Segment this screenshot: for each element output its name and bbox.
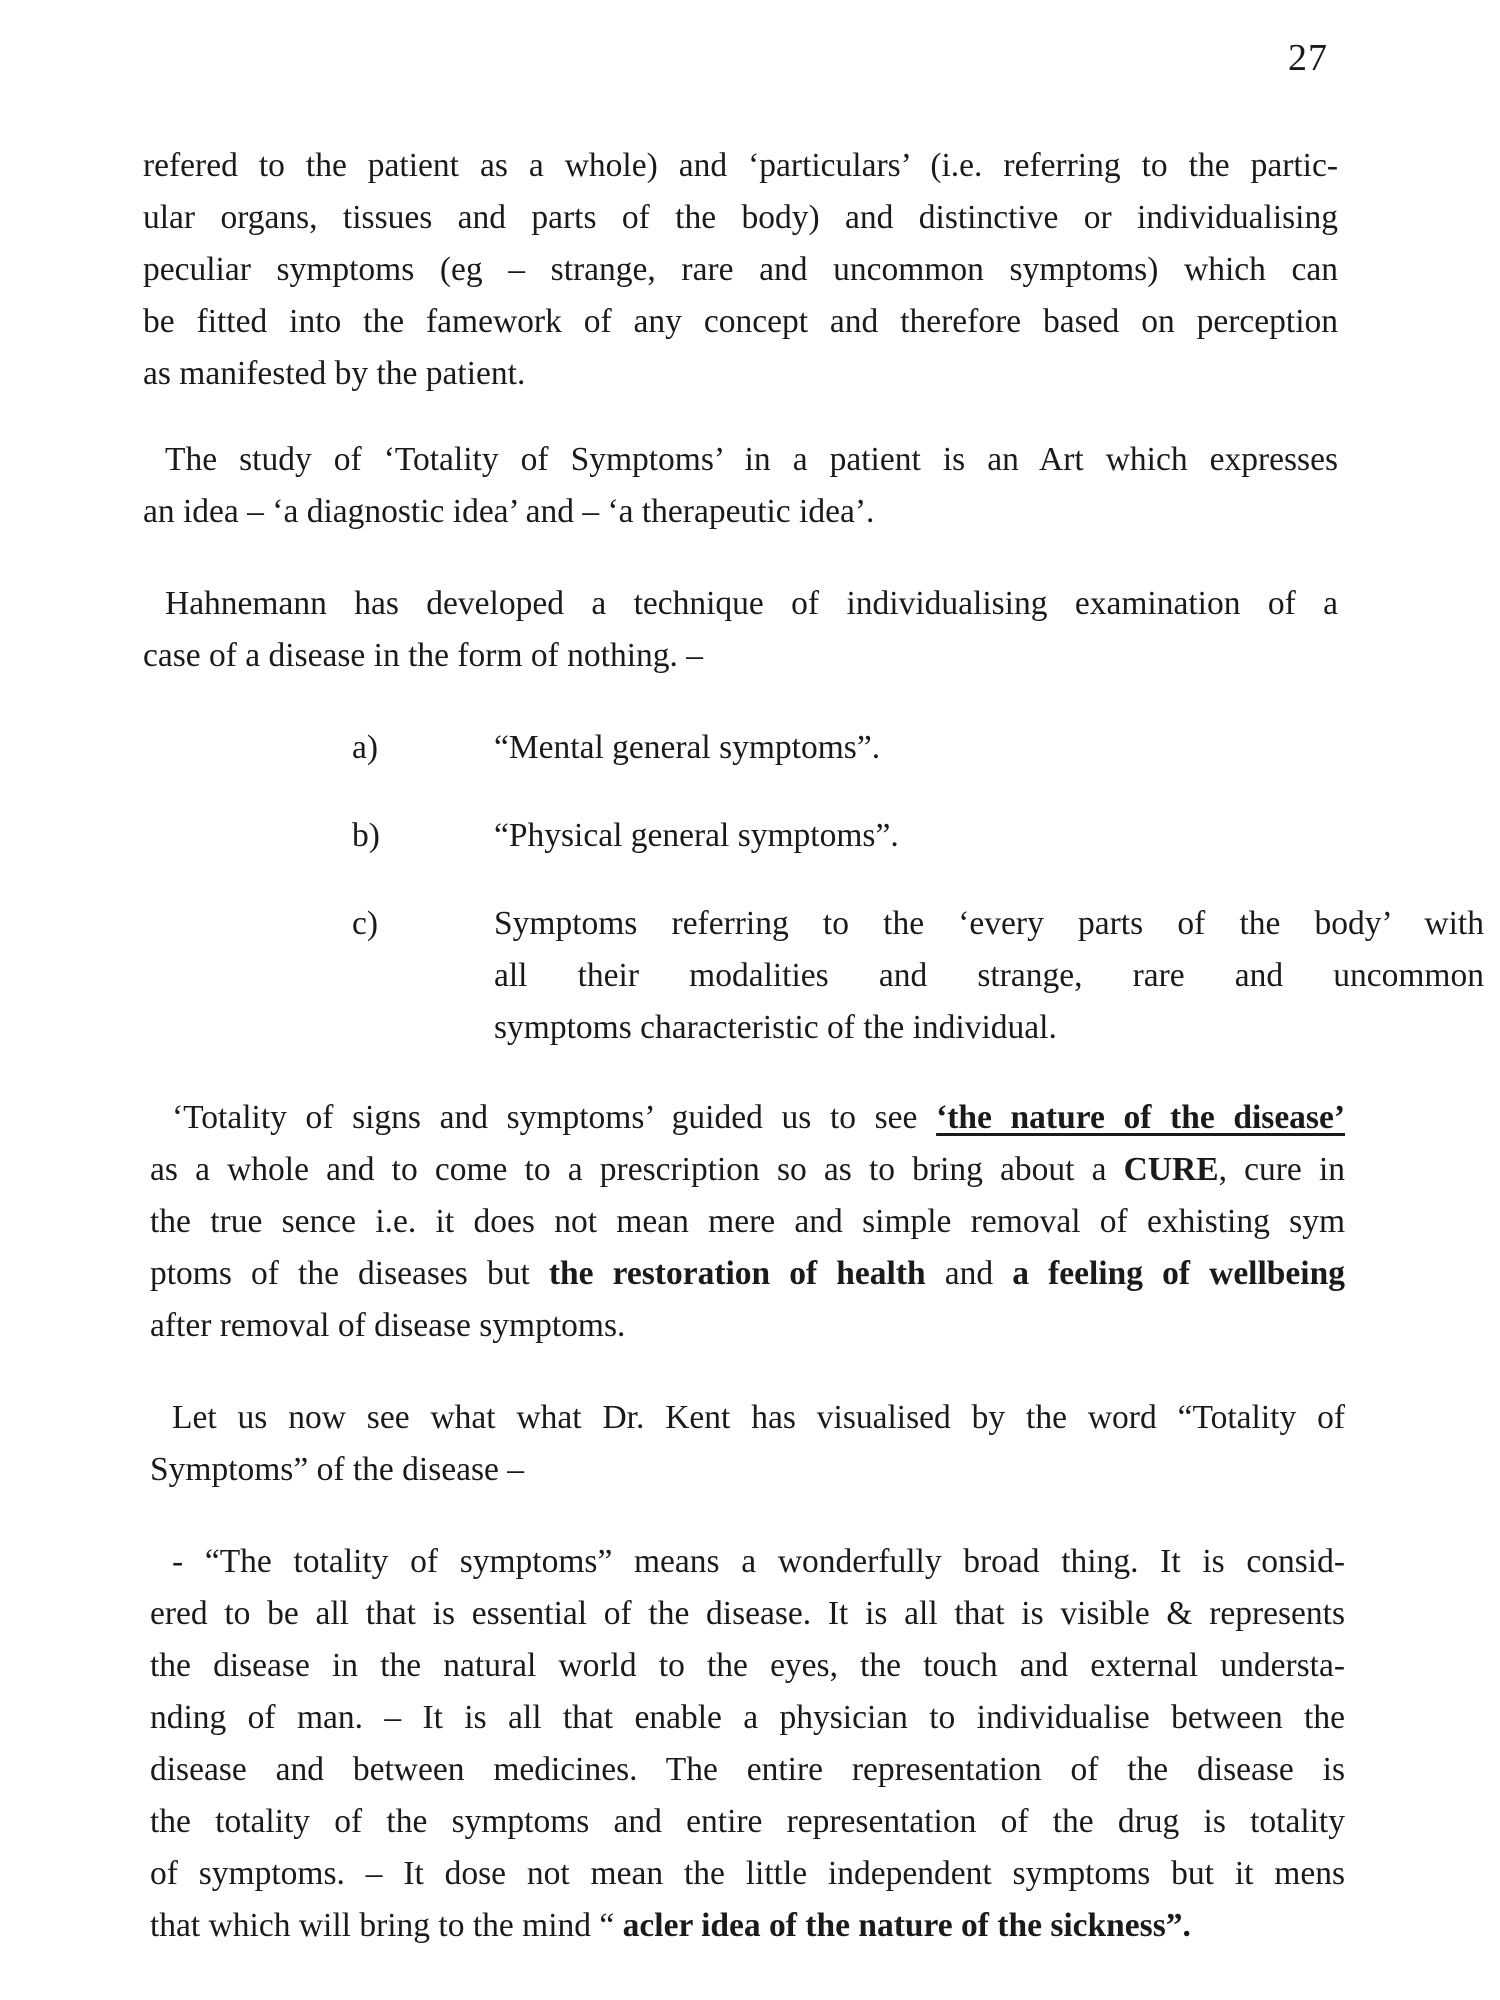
emphasis-cure: CURE	[1123, 1151, 1219, 1188]
text-line: disease and between medicines. The entire representation of the disease is	[150, 1751, 1345, 1788]
text-line: “Physical general symptoms”.	[494, 817, 899, 854]
text-line: the disease in the natural world to the eyes, the touch and external understa-	[150, 1647, 1345, 1684]
text-run: that which will bring to the mind “	[150, 1907, 623, 1944]
text-line: all their modalities and strange, rare and uncommon	[494, 957, 1484, 994]
text-run: ‘Totality of signs and symptoms’ guided us to see	[172, 1099, 937, 1136]
text-line: ered to be all that is essential of the disease. It is all that is visible & represents	[150, 1595, 1345, 1632]
text-run: as a whole and to come to a prescription so as to bring about a	[150, 1151, 1124, 1188]
paragraph-kent-intro	[150, 1392, 1345, 1496]
text-line: an idea – ‘a diagnostic idea’ and – ‘a therapeutic idea’.	[143, 493, 875, 530]
text-line: Hahnemann has developed a technique of individualising examination of a	[165, 585, 1338, 622]
page-number: 27	[1288, 37, 1328, 79]
emphasis-nature-of-disease: ‘the nature of the disease’	[936, 1099, 1345, 1136]
text-line: symptoms characteristic of the individual.	[494, 1009, 1057, 1046]
text-line: case of a disease in the form of nothing. –	[143, 637, 704, 674]
text-line: Symptoms referring to the ‘every parts of the body’ with	[494, 905, 1484, 942]
text-line: Let us now see what what Dr. Kent has visualised by the word “Totality of	[172, 1399, 1345, 1436]
list-item-c	[352, 898, 1484, 1054]
text-line: - “The totality of symptoms” means a wonderfully broad thing. It is consid-	[172, 1543, 1345, 1580]
list-item-a	[352, 722, 880, 774]
text-line: the true sence i.e. it does not mean mere and simple removal of exhisting sym	[150, 1203, 1345, 1240]
text-line	[150, 1248, 1345, 1300]
text-line: nding of man. – It is all that enable a physician to individualise between the	[150, 1699, 1345, 1736]
list-item-b	[352, 810, 899, 862]
text-line: Symptoms” of the disease –	[150, 1451, 525, 1488]
list-marker: b)	[352, 817, 380, 854]
text-line: peculiar symptoms (eg – strange, rare and uncommon symptoms) which can	[143, 251, 1338, 288]
text-line: The study of ‘Totality of Symptoms’ in a patient is an Art which expresses	[165, 441, 1338, 478]
paragraph-hahnemann	[143, 578, 1338, 682]
text-run: and	[925, 1255, 1013, 1292]
text-run: ptoms of the diseases but	[150, 1255, 549, 1292]
paragraph-kent-quote	[150, 1536, 1345, 1952]
text-line: ular organs, tissues and parts of the body) and distinctive or individualising	[143, 199, 1338, 236]
text-run: , cure in	[1218, 1151, 1345, 1188]
paragraph-particulars	[143, 140, 1338, 400]
text-line	[150, 1900, 1345, 1952]
list-marker: c)	[352, 905, 379, 942]
text-line	[150, 1144, 1345, 1196]
emphasis-restoration-of-health: the restoration of health	[548, 1255, 926, 1292]
text-line	[150, 1092, 1345, 1144]
paragraph-nature-of-disease	[150, 1092, 1345, 1352]
paragraph-totality-art	[143, 434, 1338, 538]
text-line: after removal of disease symptoms.	[150, 1307, 626, 1344]
emphasis-clear-idea: acler idea of the nature of the sickness”.	[622, 1907, 1191, 1944]
text-line: “Mental general symptoms”.	[494, 729, 881, 766]
text-line: of symptoms. – It dose not mean the little independent symptoms but it mens	[150, 1855, 1345, 1892]
text-line: as manifested by the patient.	[143, 355, 526, 392]
text-line: refered to the patient as a whole) and ‘particulars’ (i.e. referring to the partic-	[143, 147, 1338, 184]
text-line: the totality of the symptoms and entire representation of the drug is totality	[150, 1803, 1345, 1840]
text-line: be fitted into the famework of any concept and therefore based on perception	[143, 303, 1338, 340]
list-marker: a)	[352, 729, 379, 766]
emphasis-wellbeing: a feeling of wellbeing	[1012, 1255, 1345, 1292]
